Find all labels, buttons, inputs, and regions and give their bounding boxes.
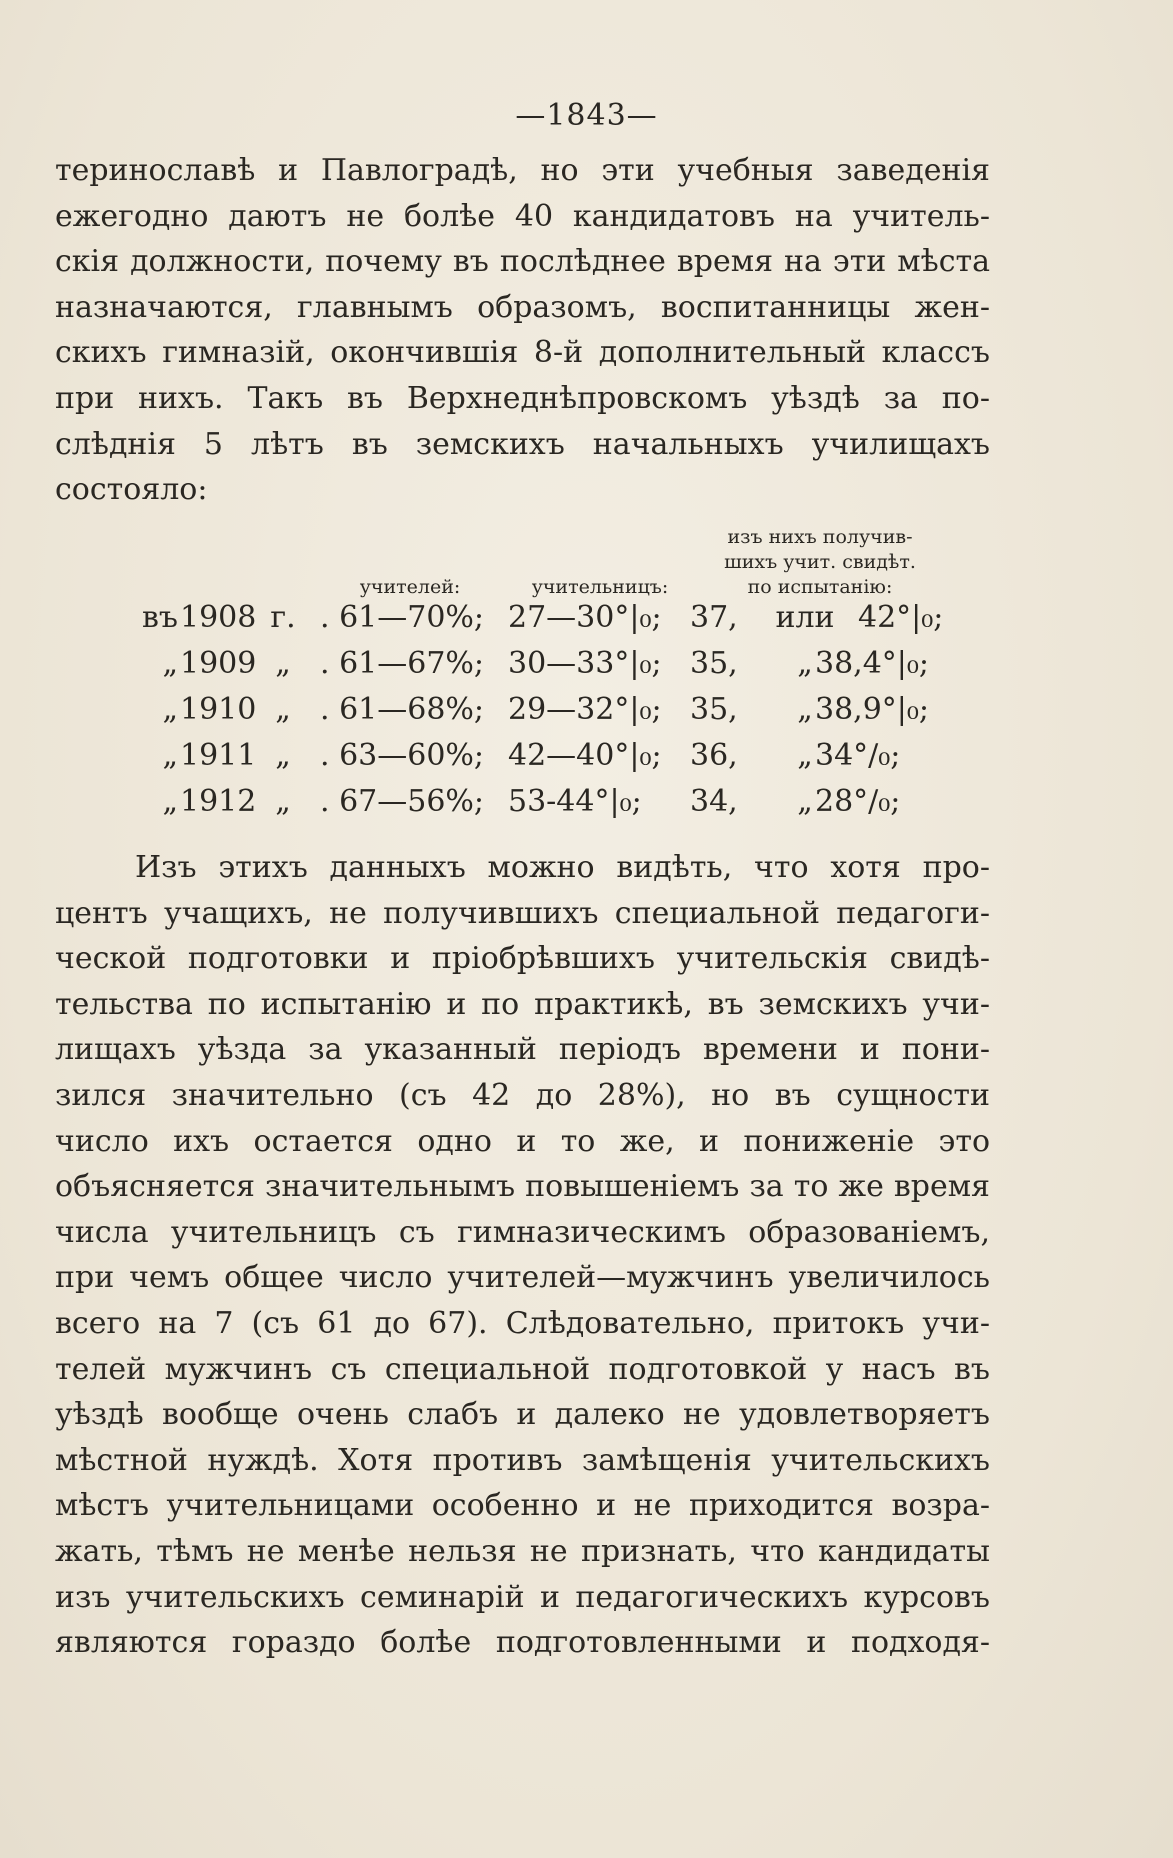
row-certified: 37, (690, 600, 738, 635)
page-number: —1843— (515, 98, 658, 133)
column-header-certified-line: по испытанію: (747, 576, 893, 598)
row-teachers: . 61—67%; (320, 646, 485, 681)
row-separator: или (775, 600, 835, 635)
text-line: число ихъ остается одно и то же, и пониженіе это (55, 1123, 990, 1159)
intro-paragraph (55, 148, 990, 513)
text-line: мѣстной нуждѣ. Хотя противъ замѣщенія учительскихъ (55, 1442, 990, 1478)
text-line: Изъ этихъ данныхъ можно видѣть, что хотя про- (135, 850, 990, 885)
text-line: мѣстъ учительницами особенно и не приходится возра- (55, 1488, 990, 1524)
table-row (0, 692, 1173, 738)
text-line: являются гораздо болѣе подготовленными и подходя- (55, 1625, 990, 1661)
row-certified: 35, (690, 646, 738, 681)
row-certified: 36, (690, 738, 738, 773)
text-line: зился значительно (съ 42 до 28%), но въ сущности (55, 1077, 990, 1113)
text-line: тельства по испытанію и по практикѣ, въ земскихъ учи- (55, 986, 990, 1022)
text-line: ежегодно даютъ не болѣе 40 кандидатовъ на учитель- (55, 198, 990, 234)
row-percent: 42°|₀; (858, 600, 944, 635)
row-teachers: . 63—60%; (320, 738, 485, 773)
text-line: всего на 7 (съ 61 до 67). Слѣдовательно, притокъ учи- (55, 1305, 990, 1341)
text-line: при нихъ. Такъ въ Верхнеднѣпровскомъ уѣздѣ за по- (55, 380, 990, 416)
text-line: центъ учащихъ, не получившихъ специальной педагоги- (55, 895, 990, 931)
text-line: состояло: (55, 472, 208, 508)
row-prefix: „ (162, 646, 178, 681)
row-women-teachers: 29—32°|₀; (508, 692, 662, 727)
row-unit: „ (275, 646, 291, 681)
text-line: назначаются, главнымъ образомъ, воспитанницы жен- (55, 289, 990, 325)
row-separator: „ (797, 692, 813, 727)
column-header-certified-line: изъ нихъ получив- (727, 526, 913, 548)
column-header-teachers: учителей: (359, 576, 461, 598)
text-line: изъ учительскихъ семинарій и педагогическихъ курсовъ (55, 1579, 990, 1615)
table-row (0, 738, 1173, 784)
row-prefix: „ (162, 784, 178, 819)
column-header-women-teachers: учительницъ: (531, 576, 669, 598)
row-unit: „ (275, 692, 291, 727)
row-certified: 35, (690, 692, 738, 727)
row-year: 1912 (180, 784, 257, 819)
text-line: объясняется значительнымъ повышеніемъ за то же время (55, 1169, 990, 1205)
row-unit: „ (275, 784, 291, 819)
text-line: ческой подготовки и пріобрѣвшихъ учительскія свидѣ- (55, 941, 990, 977)
row-percent: 34°/₀; (815, 738, 901, 773)
row-year: 1909 (180, 646, 257, 681)
row-percent: 38,9°|₀; (815, 692, 930, 727)
text-line: скія должности, почему въ послѣднее время на эти мѣста (55, 244, 990, 280)
row-percent: 28°/₀; (815, 784, 901, 819)
row-women-teachers: 27—30°|₀; (508, 600, 662, 635)
row-unit: г. (270, 600, 296, 635)
row-year: 1908 (180, 600, 257, 635)
text-line: при чемъ общее число учителей—мужчинъ увеличилось (55, 1260, 990, 1296)
row-year: 1910 (180, 692, 257, 727)
row-teachers: . 61—68%; (320, 692, 485, 727)
row-teachers: . 61—70%; (320, 600, 485, 635)
row-certified: 34, (690, 784, 738, 819)
text-line: жать, тѣмъ не менѣе нельзя не признать, что кандидаты (55, 1533, 990, 1569)
text-line: лищахъ уѣзда за указанный періодъ времени и пони- (55, 1032, 990, 1068)
text-line: телей мужчинъ съ специальной подготовкой у насъ въ (55, 1351, 990, 1387)
table-row (0, 600, 1173, 646)
text-line: скихъ гимназій, окончившія 8-й дополнительный классъ (55, 335, 990, 371)
row-percent: 38,4°|₀; (815, 646, 930, 681)
text-line: числа учительницъ съ гимназическимъ образованіемъ, (55, 1214, 990, 1250)
text-line: териноcлавѣ и Павлоградѣ, но эти учебныя заведенія (55, 153, 990, 188)
row-prefix: „ (162, 738, 178, 773)
row-teachers: . 67—56%; (320, 784, 485, 819)
text-line: слѣднія 5 лѣтъ въ земскихъ начальныхъ училищахъ (55, 426, 990, 462)
row-prefix: „ (162, 692, 178, 727)
row-unit: „ (275, 738, 291, 773)
row-women-teachers: 30—33°|₀; (508, 646, 662, 681)
column-header-certified (690, 525, 950, 600)
table-row (0, 646, 1173, 692)
text-line: уѣздѣ вообще очень слабъ и далеко не удовлетворяетъ (55, 1397, 990, 1433)
row-separator: „ (797, 784, 813, 819)
row-women-teachers: 53-44°|₀; (508, 784, 642, 819)
column-header-certified-line: шихъ учит. свидѣт. (724, 551, 916, 573)
row-women-teachers: 42—40°|₀; (508, 738, 662, 773)
row-prefix: въ (142, 600, 178, 635)
row-year: 1911 (180, 738, 257, 773)
row-separator: „ (797, 738, 813, 773)
row-separator: „ (797, 646, 813, 681)
body-paragraph (55, 845, 990, 1666)
table-row (0, 784, 1173, 830)
